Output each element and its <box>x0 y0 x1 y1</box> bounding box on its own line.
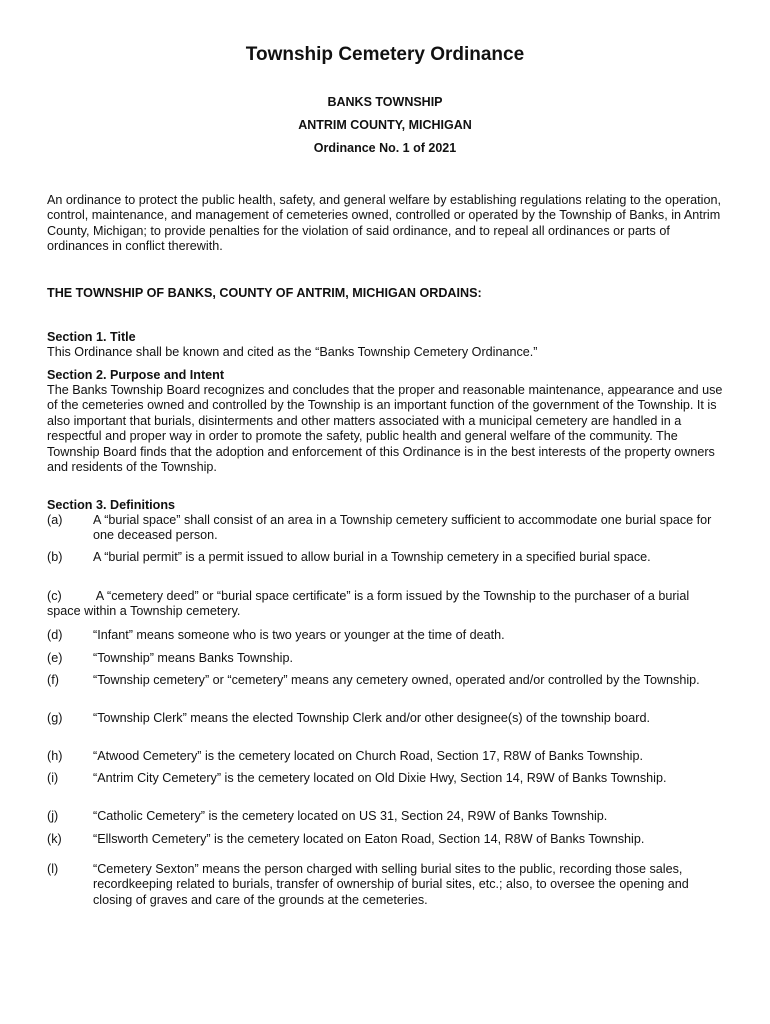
definition-item <box>47 711 723 726</box>
definition-text: “Ellsworth Cemetery” is the cemetery located on Eaton Road, Section 14, R8W of Banks Township. <box>93 832 645 846</box>
township-name: BANKS TOWNSHIP <box>327 95 443 109</box>
definition-text: “Cemetery Sexton” means the person charged with selling burial sites to the public, recording those sales, recordkeeping related to burials, transfer of ownership of burial sites, etc.; also, to oversee the opening and closing of graves and care of the grounds at the cemeteries. <box>93 862 689 907</box>
definition-label: (k) <box>47 832 62 846</box>
definition-label: (b) <box>47 550 63 564</box>
ordinance-number: Ordinance No. 1 of 2021 <box>313 141 457 155</box>
definition-text: “Antrim City Cemetery” is the cemetery located on Old Dixie Hwy, Section 14, R9W of Banks Township. <box>93 771 667 785</box>
definition-item <box>47 628 723 643</box>
definition-label: (g) <box>47 711 63 725</box>
section-1-heading: Section 1. Title <box>47 330 136 344</box>
definition-label: (l) <box>47 862 59 876</box>
definition-item <box>47 749 723 764</box>
definition-label: (c) <box>47 589 62 603</box>
county-name: ANTRIM COUNTY, MICHIGAN <box>298 118 472 132</box>
definition-label: (e) <box>47 651 63 665</box>
ordains-heading: THE TOWNSHIP OF BANKS, COUNTY OF ANTRIM, MICHIGAN ORDAINS: <box>47 286 482 300</box>
section-3-heading: Section 3. Definitions <box>47 498 176 512</box>
definition-text: “Township Clerk” means the elected Township Clerk and/or other designee(s) of the township board. <box>93 711 650 725</box>
definition-text: “Atwood Cemetery” is the cemetery located on Church Road, Section 17, R8W of Banks Township. <box>93 749 643 763</box>
definition-item <box>47 862 723 908</box>
document-title: Township Cemetery Ordinance <box>245 44 525 65</box>
definition-label: (a) <box>47 513 63 527</box>
section-2-text: The Banks Township Board recognizes and concludes that the proper and reasonable maintenance, appearance and use of the cemeteries owned and controlled by the Township is an important function of the government of the Township. It is also important that burials, disinterments and other matters associated with a municipal cemetery are handled in a respectful and proper way in order to promote the safety, public health and general welfare of the community. The Township Board finds that the adoption and enforcement of this Ordinance is in the best interests of the property owners and residents of the Township. <box>47 383 723 475</box>
definition-text: “Catholic Cemetery” is the cemetery located on US 31, Section 24, R9W of Banks Township. <box>93 809 608 823</box>
definition-label: (j) <box>47 809 59 823</box>
definition-text: A “burial permit” is a permit issued to allow burial in a Township cemetery in a specified burial space. <box>93 550 651 564</box>
definition-text: A “burial space” shall consist of an area in a Township cemetery sufficient to accommodate one burial space for one deceased person. <box>93 513 712 543</box>
section-2-heading: Section 2. Purpose and Intent <box>47 368 225 382</box>
definition-text: “Township” means Banks Township. <box>93 651 293 665</box>
definition-label: (d) <box>47 628 63 642</box>
definition-item <box>47 550 723 565</box>
definition-text: “Infant” means someone who is two years or younger at the time of death. <box>93 628 505 642</box>
definition-item <box>47 651 723 666</box>
definition-item <box>47 809 723 824</box>
definition-item <box>47 589 723 620</box>
definition-label: (f) <box>47 673 59 687</box>
definition-text: “Township cemetery” or “cemetery” means any cemetery owned, operated and/or controlled by the Township. <box>93 673 700 687</box>
definition-item <box>47 832 723 847</box>
definition-label: (i) <box>47 771 59 785</box>
section-1-text: This Ordinance shall be known and cited as the “Banks Township Cemetery Ordinance.” <box>47 345 538 359</box>
definition-item <box>47 771 723 786</box>
definition-item <box>47 513 723 544</box>
intro-paragraph: An ordinance to protect the public health, safety, and general welfare by establishing regulations relating to the operation, control, maintenance, and management of cemeteries owned, controlled or operated by the Township of Banks, in Antrim County, Michigan; to provide penalties for the violation of said ordinance, and to repeal all ordinances or parts of ordinances in conflict therewith. <box>47 193 721 254</box>
definition-item <box>47 673 723 688</box>
definition-text: A “cemetery deed” or “burial space certificate” is a form issued by the Township to the purchaser of a burial space within a Township cemetery. <box>47 589 690 619</box>
definition-label: (h) <box>47 749 63 763</box>
